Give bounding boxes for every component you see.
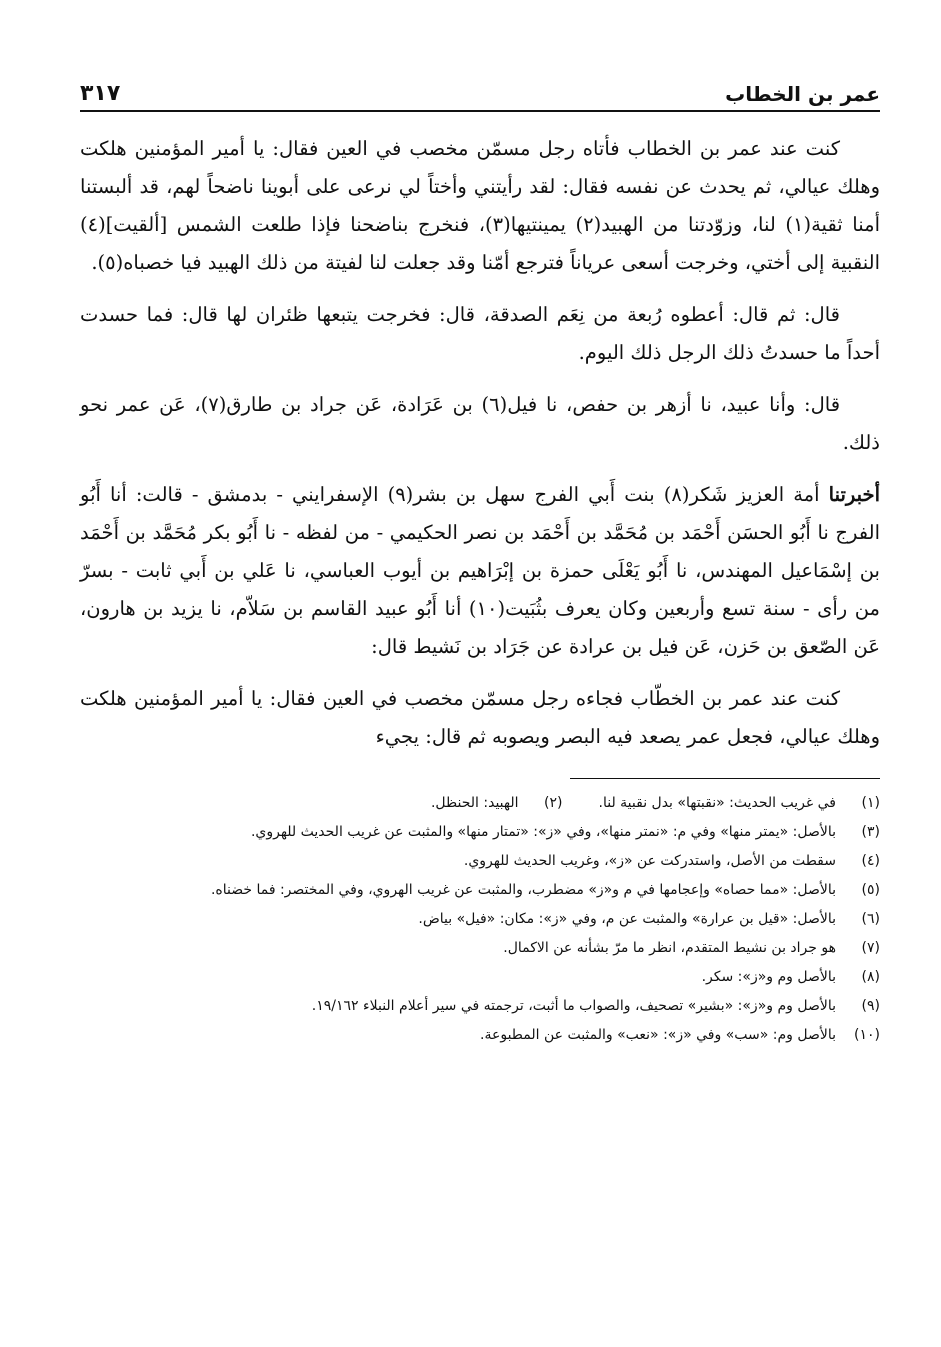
footnote	[80, 963, 880, 992]
footnote-number: (٨)	[861, 969, 880, 985]
footnote-text: في غريب الحديث: «نقبتها» بدل نقبية لنا.	[598, 795, 836, 811]
footnote-text: هو جراد بن نشيط المتقدم، انظر ما مرّ بشأنه عن الاكمال.	[503, 940, 836, 956]
footnote-number: (٦)	[861, 911, 880, 927]
paragraph	[80, 680, 880, 756]
footnote-text: الهبيد: الحنظل.	[430, 795, 519, 811]
footnote-number: (١)	[861, 795, 880, 811]
footnote-number: (٩)	[861, 998, 880, 1014]
footnote-text: بالأصل وم: «سب» وفي «ز»: «نعب» والمثبت عن المطبوعة.	[480, 1027, 836, 1043]
paragraph	[80, 130, 880, 282]
header-rule	[80, 110, 880, 112]
footnote	[80, 789, 880, 818]
footnote	[80, 905, 880, 934]
paragraph-lead: أخبرتنا	[828, 483, 880, 506]
footnote-text: بالأصل وم و«ز»: «بشير» تصحيف، والصواب ما أثبت، ترجمته في سير أعلام النبلاء ١٩/١٦٢.	[311, 998, 836, 1014]
footnote-number: (٣)	[861, 824, 880, 840]
footnote-number: (١٠)	[854, 1027, 880, 1043]
footnote-rule	[570, 778, 880, 779]
paragraph-text: قال: ثم قال: أعطوه رُبعة من نِعَم الصدقة، قال: فخرجت يتبعها ظئران لها قال: فما حسدت أحداً ما حسدتُ ذلك الرجل ذلك اليوم.	[80, 303, 880, 364]
footnote-text: بالأصل وم و«ز»: سكر.	[701, 969, 836, 985]
footnote-number: (٥)	[861, 882, 880, 898]
paragraph	[80, 476, 880, 666]
running-head: عمر بن الخطاب	[725, 82, 880, 106]
footnote-text: بالأصل: «يمتر منها» وفي م: «نمتر منها»، وفي «ز»: «تمتار منها» والمثبت عن غريب الحديث للهروي.	[250, 824, 836, 840]
footnote	[80, 934, 880, 963]
paragraph	[80, 386, 880, 462]
footnote-number: (٧)	[861, 940, 880, 956]
footnote-text: سقطت من الأصل، واستدركت عن «ز»، وغريب الحديث للهروي.	[463, 853, 836, 869]
book-page	[80, 70, 880, 1050]
paragraph-text: أمة العزيز شَكر(٨) بنت أَبي الفرج سهل بن بشر(٩) الإسفرايني - بدمشق - قالت: أنا أَبُو الفرج نا أَبُو الحسَن أَحْمَد بن مُحَمَّد بن أَحْمَد بن نصر الحكيمي - من لفظه - نا أَبُو بكر مُحَمَّد بن أَحْمَد بن إسْمَاعيل المهندس، نا أَبُو يَعْلَى حمزة بن إبْرَاهيم بن أيوب العباسي، نا عَلي بن أَبي ثابت - بسرّ من رأى - سنة تسع وأربعين وكان يعرف بثُبَيت(١٠) أنا أَبُو عبيد القاسم بن سَلاّم، نا يزيد بن هارون، عَن الصّعق بن حَزن، عَن فيل بن عرادة عن جَرَاد بن نَشيط قال:	[80, 483, 880, 658]
footnote-number: (٤)	[861, 853, 880, 869]
footnote	[80, 818, 880, 847]
footnote	[80, 847, 880, 876]
page-number: ٣١٧	[80, 81, 121, 106]
footnote-text: بالأصل: «مما حصاه» وإعجامها في م و«ز» مضطرب، والمثبت عن غريب الهروي، وفي المختصر: فما خضناه.	[210, 882, 836, 898]
footnote	[80, 876, 880, 905]
footnote-text: بالأصل: «قيل بن عرارة» والمثبت عن م، وفي «ز»: مكان: «فيل» بياض.	[418, 911, 836, 927]
paragraph-text: كنت عند عمر بن الخطّاب فجاءه رجل مسمّن مخصب في العين فقال: يا أمير المؤمنين هلكت وهلك عيالي، فجعل عمر يصعد فيه البصر ويصوبه ثم قال: يجيء	[80, 687, 880, 748]
footnotes	[80, 789, 880, 1050]
footnote	[80, 992, 880, 1021]
paragraph	[80, 296, 880, 372]
footnote-number: (٢)	[544, 795, 563, 811]
paragraph-text: قال: وأنا عبيد، نا أزهر بن حفص، نا فيل(٦) بن عَرَادة، عَن جراد بن طارق(٧)، عَن عمر نحو ذلك.	[80, 393, 880, 454]
page-header	[80, 70, 880, 106]
paragraph-text: كنت عند عمر بن الخطاب فأتاه رجل مسمّن مخصب في العين فقال: يا أمير المؤمنين هلكت وهلك عيالي، ثم يحدث عن نفسه فقال: لقد رأيتني وأختاً لي نرعى على أبوينا ناضحاً لهم، قد ألبستنا أمنا ثقية(١) لنا، وزوّدتنا من الهبيد(٢) يمينتيها(٣)، فنخرج بناضحنا فإذا طلعت الشمس [ألقيت](٤) النقبية إلى أختي، وخرجت أسعى عرياناً فترجع أمّنا وقد جعلت لنا لفيتة من ذلك الهبيد فيا خصباه(٥).	[80, 137, 880, 274]
body-text	[80, 130, 880, 756]
footnote	[80, 1021, 880, 1050]
